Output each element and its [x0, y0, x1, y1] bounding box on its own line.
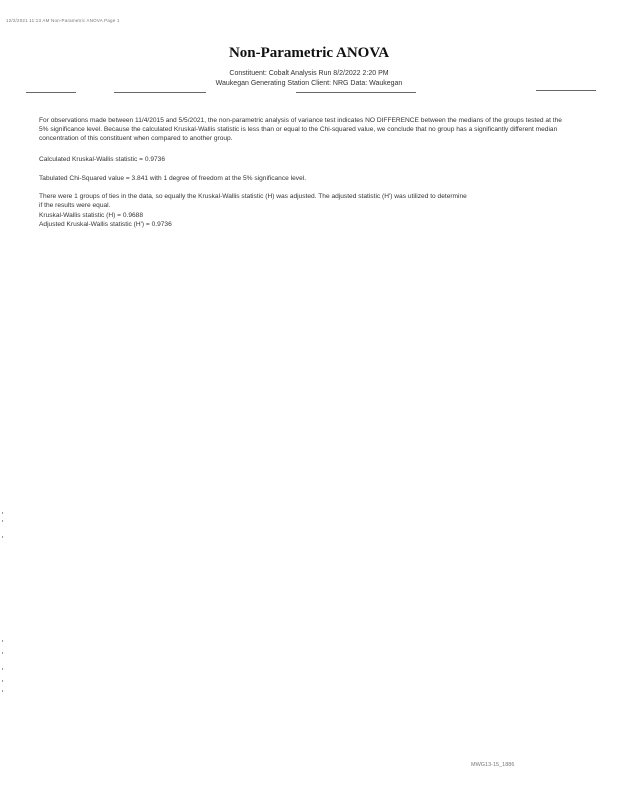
report-subtitle-analysis: Constituent: Cobalt Analysis Run 8/2/2022 2:20 PM — [229, 70, 389, 77]
scan-mark — [2, 520, 3, 522]
ties-note-line2: if the results were equal. — [39, 202, 111, 209]
scan-mark — [2, 690, 3, 692]
report-subtitle-site: Waukegan Generating Station Client: NRG Data: Waukegan — [215, 80, 403, 87]
divider-right — [536, 90, 596, 91]
divider-center-right — [296, 92, 416, 93]
scan-mark — [2, 668, 3, 670]
result-summary-paragraph: For observations made between 11/4/2015 and 5/5/2021, the non-parametric analysis of variance test indicates NO DIFFERENCE between the medians of the groups tested at the 5% significance level. Because the calculated Kruskal-Wallis statistic is less than or equal to the Chi-squared value, we conclude that no group has a significantly different median concentration of this constituent when compared to another group. — [39, 117, 562, 142]
tabulated-chi-squared: Tabulated Chi-Squared value = 3.841 with 1 degree of freedom at the 5% significance level. — [39, 175, 307, 182]
scan-mark — [2, 652, 3, 654]
adjusted-kw-statistic: Adjusted Kruskal-Wallis statistic (H') = 0.9736 — [39, 221, 172, 228]
scan-mark — [2, 536, 3, 538]
kw-statistic: Kruskal-Wallis statistic (H) = 0.9688 — [39, 212, 144, 219]
scan-mark — [2, 512, 3, 514]
calculated-kw-statistic: Calculated Kruskal-Wallis statistic = 0.9736 — [39, 156, 166, 163]
report-title: Non-Parametric ANOVA — [228, 45, 390, 61]
divider-center-left — [114, 92, 206, 93]
ties-note-line1: There were 1 groups of ties in the data, so equally the Kruskal-Wallis statistic (H) was adjusted. The adjusted statistic (H') was utilized to determine — [39, 193, 467, 200]
bates-number: MWG13-15_1886 — [471, 762, 515, 768]
print-header: 12/2/2021 11:13 AM Non-Parametric ANOVA Page 1 — [6, 18, 120, 23]
divider-left — [26, 92, 76, 93]
scan-mark — [2, 680, 3, 682]
scan-mark — [2, 640, 3, 642]
